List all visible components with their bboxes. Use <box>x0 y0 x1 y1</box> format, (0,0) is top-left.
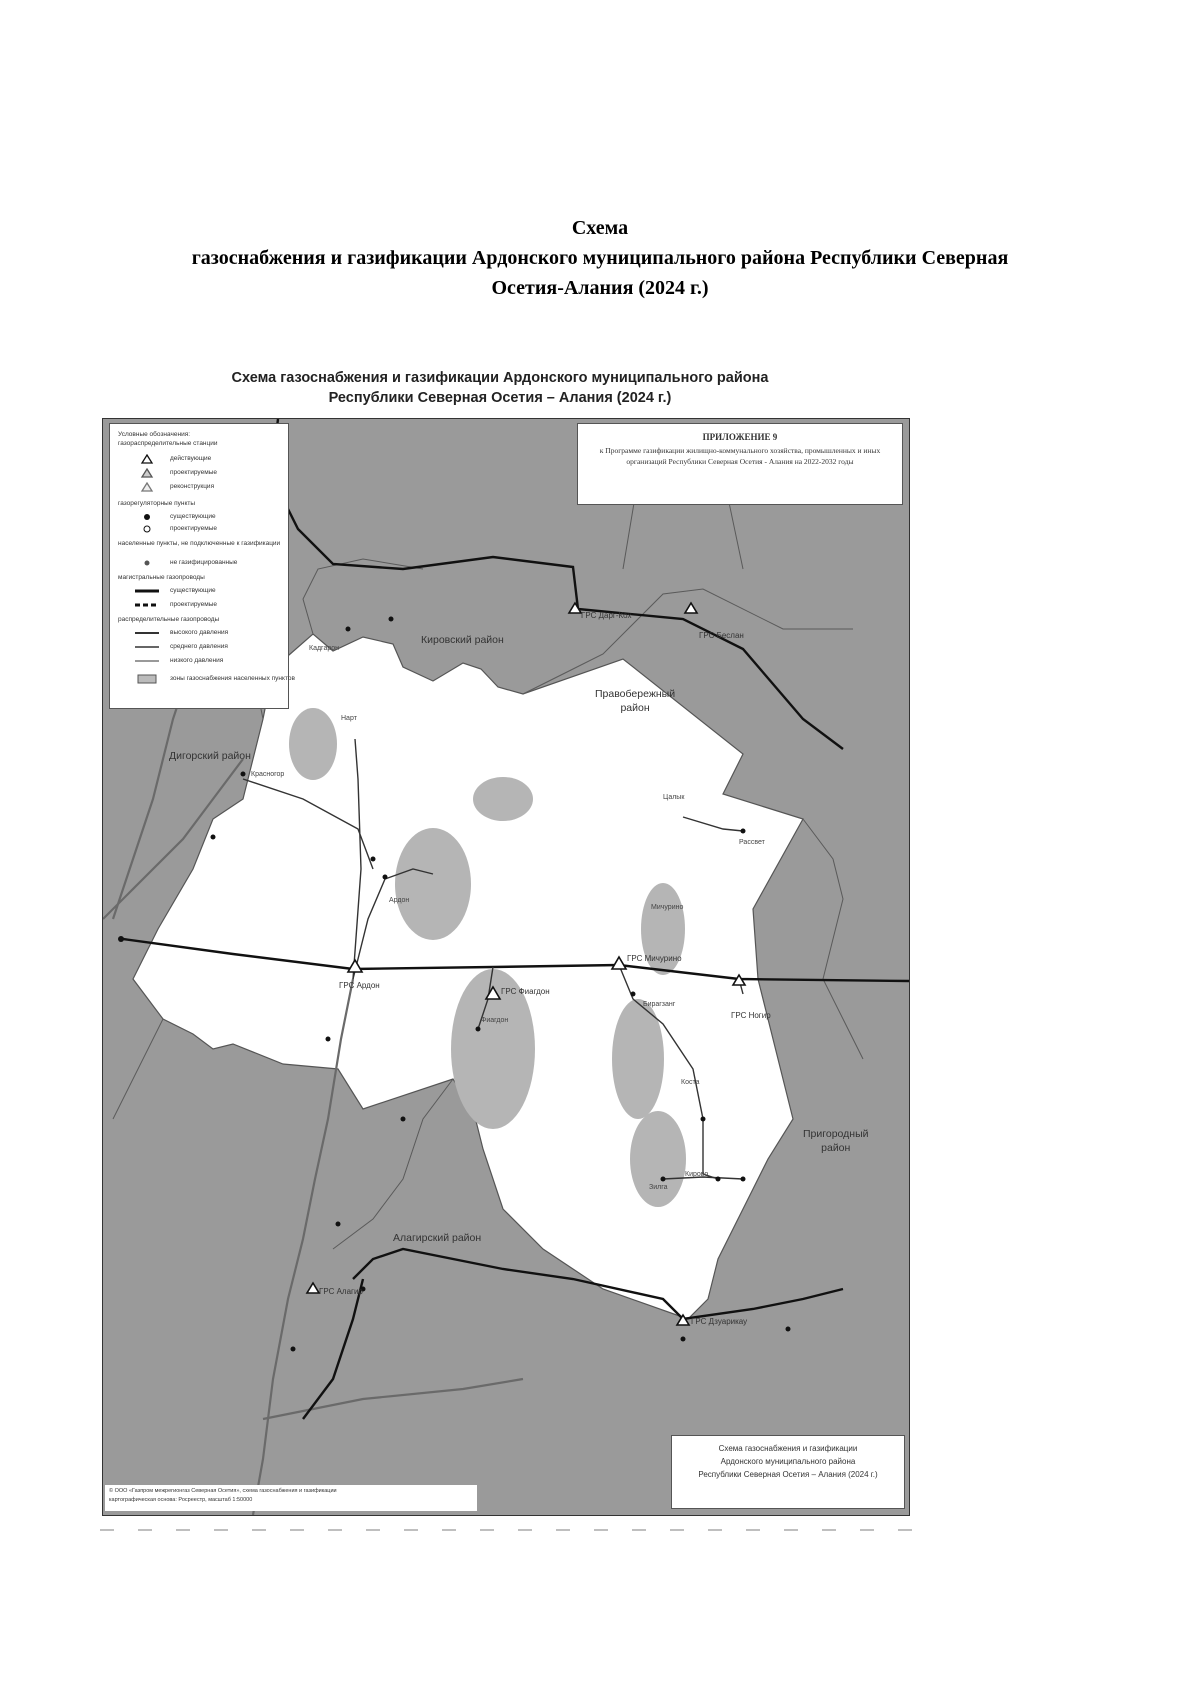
stamp-line2: Ардонского муниципального района <box>720 1457 856 1466</box>
legend-label-grp-1: существующие <box>170 513 216 520</box>
legend-label-magistral-1: существующие <box>170 587 216 594</box>
map-heading <box>180 368 820 408</box>
legend-title-text: Условные обозначения: <box>118 431 191 438</box>
stamp-line1: Схема газоснабжения и газификации <box>718 1444 858 1453</box>
settlement-label: Ардон <box>389 897 410 904</box>
legend-label-distribution-2: среднего давления <box>170 643 228 650</box>
settlement-label: Мичурино <box>651 904 684 911</box>
legend-row-grs-2 <box>118 468 284 480</box>
appendix-text: к Программе газификации жилищно-коммунального хозяйства, промышленных и иных организаций Республики Северная Осетия - Алания на 2022-2032 годы <box>599 446 881 466</box>
legend-row-distribution-3 <box>118 656 284 668</box>
legend-label-magistral-2: проектируемые <box>170 601 217 608</box>
legend-label-grs-3: реконструкция <box>170 483 215 490</box>
document-title-line2: газоснабжения и газификации Ардонского муниципального района Республики Северная <box>191 247 1009 269</box>
grs-beslan-icon <box>685 603 697 613</box>
bottom-dashed-line <box>100 1528 912 1532</box>
settlement-label: Кадгарон <box>309 645 339 652</box>
map-heading-line2: Республики Северная Осетия – Алания (2024 г.) <box>328 390 672 406</box>
settlement-label: Цалык <box>663 794 685 801</box>
map-frame <box>102 418 910 1516</box>
legend-label-distribution-1: высокого давления <box>170 629 229 636</box>
legend-row-zone <box>118 674 295 686</box>
legend-row-settlement <box>118 558 284 570</box>
settlement-label: Коста <box>681 1079 700 1086</box>
stamp-line3: Республики Северная Осетия – Алания (2024 г.) <box>698 1470 878 1479</box>
grs-label-darg-koh: ГРС Дарг-Кох <box>581 611 632 620</box>
legend-label-grs-2: проектируемые <box>170 469 217 476</box>
district-label-pravoberezhny-line2: район <box>620 702 650 714</box>
appendix-box <box>577 423 903 505</box>
district-label-pravoberezhny <box>595 687 675 715</box>
district-label-prigorodny <box>803 1127 868 1155</box>
credits-line1: © ООО «Газпром межрегионгаз Северная Осетия», схема газоснабжения и газификации <box>109 1488 337 1494</box>
grs-label-nogir: ГРС Ногир <box>731 1011 771 1020</box>
legend-label-grp-2: проектируемые <box>170 525 217 532</box>
district-label-pravoberezhny-line1: Правобережный <box>595 688 676 700</box>
district-label-digorsky: Дигорский район <box>169 750 251 762</box>
settlement-label: Рассвет <box>739 839 765 846</box>
legend-label-zone: зоны газоснабжения населенных пунктов <box>170 675 295 682</box>
settlement-label: Кирово <box>685 1171 709 1178</box>
grs-label-beslan: ГРС Беслан <box>699 631 744 640</box>
settlement-label: Нарт <box>341 715 357 722</box>
grs-alagir-icon <box>307 1283 319 1293</box>
document-title-line1: Схема <box>571 217 629 239</box>
grs-label-alagir: ГРС Алагир <box>319 1287 363 1296</box>
legend-label-settlement: не газифицированные <box>170 559 238 566</box>
document-title-line3: Осетия-Алания (2024 г.) <box>491 277 709 299</box>
legend-group-magistral: магистральные газопроводы <box>118 574 205 581</box>
district-label-kirovsky: Кировский район <box>421 634 504 646</box>
legend-subtitle: газораспределительные станции <box>118 440 218 447</box>
legend-group-distribution: распределительные газопроводы <box>118 616 220 623</box>
appendix-heading: ПРИЛОЖЕНИЕ 9 <box>702 432 778 442</box>
settlement-label: Зилга <box>649 1184 668 1191</box>
legend-row-magistral-1 <box>118 586 284 598</box>
settlement-label: Красногор <box>251 771 285 778</box>
district-label-alagirsky: Алагирский район <box>393 1232 482 1244</box>
document-title <box>60 213 1140 303</box>
legend-row-grs-1 <box>118 454 284 466</box>
district-label-prigorodny-line2: район <box>821 1142 851 1154</box>
legend-row-magistral-2 <box>118 600 284 612</box>
district-label-prigorodny-line1: Пригородный <box>803 1128 869 1140</box>
ardon-district-area <box>133 634 803 1319</box>
settlement-label: Фиагдон <box>481 1017 509 1024</box>
legend-label-grs-1: действующие <box>170 455 212 462</box>
legend-group-grp: газорегуляторные пункты <box>118 500 196 507</box>
legend-row-grp-1 <box>118 512 284 524</box>
legend-label-distribution-3: низкого давления <box>170 657 224 664</box>
grs-label-fiagdon: ГРС Фиагдон <box>501 987 550 996</box>
legend-row-distribution-2 <box>118 642 284 654</box>
legend-row-grs-3 <box>118 482 284 494</box>
grs-label-ardon: ГРС Ардон <box>339 981 380 990</box>
settlement-label: Бирагзанг <box>643 1001 676 1008</box>
legend-group-settlements: населенные пункты, не подключенные к газификации <box>118 540 281 547</box>
legend <box>109 423 295 709</box>
legend-row-grp-2 <box>118 524 284 536</box>
credits-line2: картографическая основа: Росреестр, масштаб 1:50000 <box>109 1497 253 1503</box>
map-credits <box>105 1485 477 1511</box>
legend-row-distribution-1 <box>118 628 284 640</box>
map-heading-line1: Схема газоснабжения и газификации Ардонского муниципального района <box>231 370 769 386</box>
map-stamp <box>671 1435 905 1509</box>
legend-title <box>118 430 278 448</box>
grs-label-mizur: ГРС Мичурино <box>627 954 682 963</box>
grs-label-dzuarikau: ГРС Дзуарикау <box>691 1317 748 1326</box>
